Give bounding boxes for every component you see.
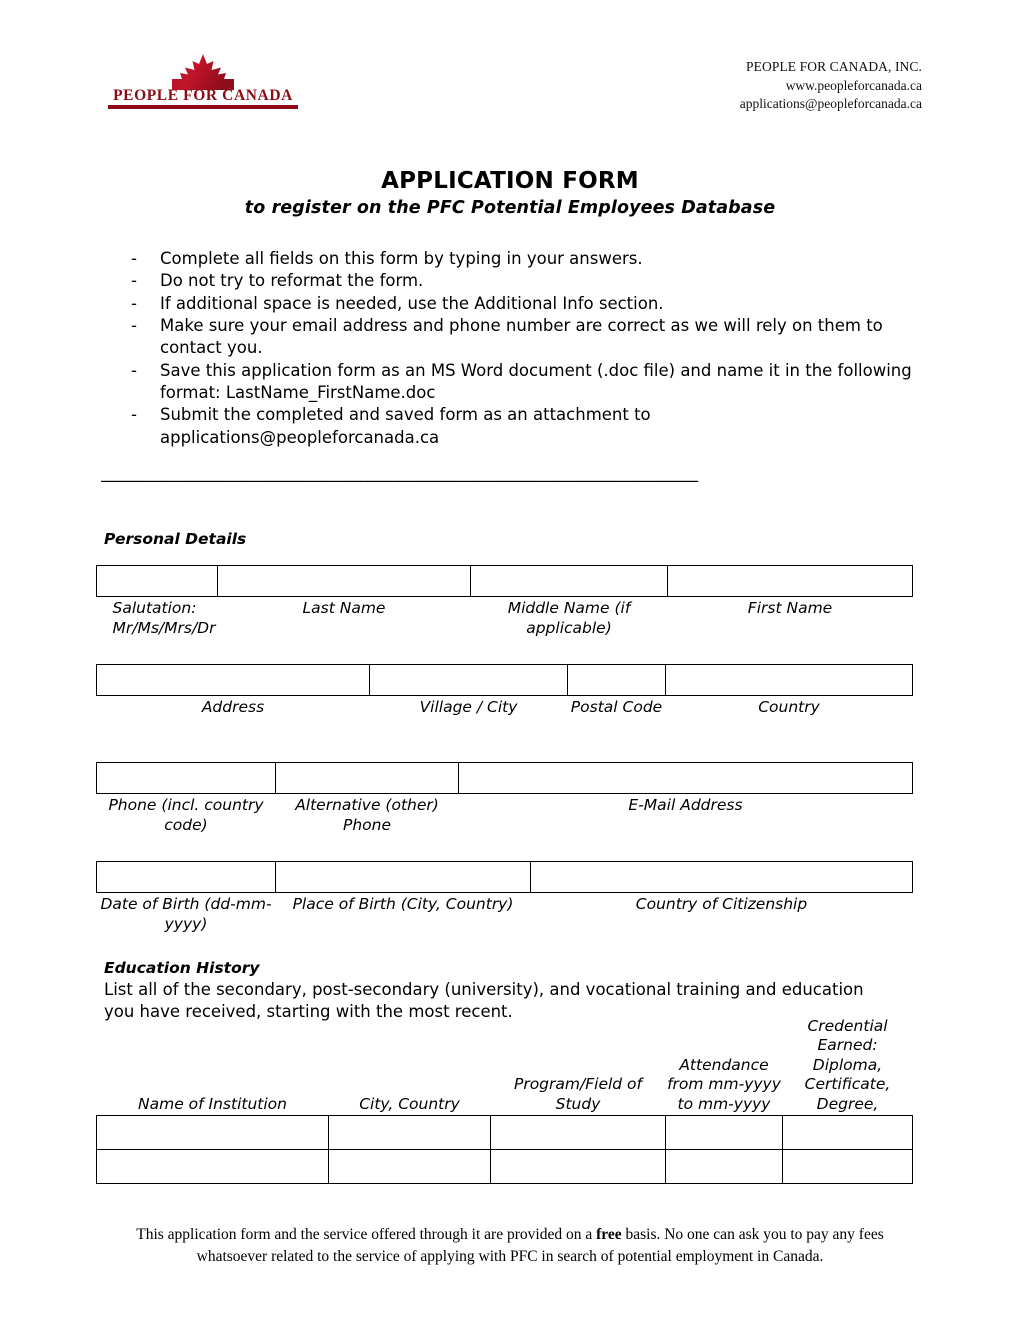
section-divider: ____________________________________________________________________________	[101, 465, 698, 482]
instructions-list	[131, 248, 931, 449]
footer-text-before: This application form and the service offered through it are provided on a	[136, 1226, 597, 1243]
company-email: applications@peopleforcanada.ca	[739, 96, 922, 112]
page-subtitle: to register on the PFC Potential Employees Database	[244, 198, 776, 219]
attendance-input[interactable]	[666, 1116, 783, 1150]
document-title-block	[0, 168, 1020, 218]
table-row	[97, 1116, 913, 1150]
caption-row	[97, 597, 913, 640]
instruction-text: Make sure your email address and phone number are correct as we will rely on them to contact you.	[160, 316, 883, 358]
column-header-program: Program/Field of Study	[513, 1075, 642, 1113]
list-item	[131, 404, 931, 449]
bullet-dash-icon: -	[131, 293, 137, 313]
last-name-input[interactable]	[218, 566, 471, 597]
header-contact-block	[740, 58, 922, 114]
institution-input[interactable]	[97, 1116, 329, 1150]
page-title: APPLICATION FORM	[381, 168, 639, 194]
first-name-label: First Name	[747, 599, 833, 617]
phone-label: Phone (incl. country code)	[108, 796, 264, 834]
name-fields-table	[96, 565, 913, 639]
birth-fields-table	[96, 861, 913, 935]
instruction-text: Complete all fields on this form by typing in your answers.	[160, 249, 643, 268]
company-website: www.peopleforcanada.ca	[785, 77, 922, 93]
table-row	[97, 566, 913, 597]
address-label: Address	[201, 698, 265, 716]
postal-code-label: Postal Code	[570, 698, 663, 716]
logo-wordmark: PEOPLE FOR CANADA	[113, 87, 293, 104]
village-city-label: Village / City	[419, 698, 518, 716]
maple-leaf-icon	[168, 52, 238, 92]
education-history-table	[96, 1016, 913, 1184]
logo-underline-bar	[108, 105, 298, 109]
institution-input[interactable]	[97, 1150, 329, 1184]
email-input[interactable]	[459, 763, 913, 794]
bullet-dash-icon: -	[131, 249, 137, 268]
company-name: PEOPLE FOR CANADA, INC.	[746, 59, 922, 74]
document-header	[0, 48, 1020, 128]
table-header-row	[97, 1016, 913, 1116]
column-header-city-country: City, Country	[359, 1094, 460, 1113]
instruction-text: Do not try to reformat the form.	[160, 271, 424, 291]
bullet-dash-icon: -	[131, 316, 137, 336]
country-label: Country	[758, 698, 820, 716]
contact-fields-table	[96, 762, 913, 836]
salutation-input[interactable]	[97, 566, 218, 597]
list-item	[131, 315, 931, 360]
footer-emphasis: free	[596, 1226, 622, 1243]
footer-text-after: basis. No one can ask you to pay any fees whatsoever related to the service of applying with PFC in search of potential employment in Canada.	[196, 1226, 884, 1265]
caption-row	[97, 893, 913, 936]
email-label: E-Mail Address	[628, 796, 743, 814]
company-logo	[108, 52, 298, 109]
instruction-text: If additional space is needed, use the Additional Info section.	[160, 293, 664, 313]
country-of-citizenship-label: Country of Citizenship	[635, 895, 808, 913]
column-header-credential: Credential Earned: Diploma, Certificate, Degree,	[804, 1017, 891, 1113]
table-row	[97, 1150, 913, 1184]
list-item	[131, 360, 931, 405]
alternative-phone-label: Alternative (other) Phone	[295, 796, 439, 834]
column-header-attendance: Attendance from mm-yyyy to mm-yyyy	[667, 1055, 781, 1113]
middle-name-input[interactable]	[471, 566, 668, 597]
bullet-dash-icon: -	[131, 405, 137, 425]
place-of-birth-input[interactable]	[276, 862, 531, 893]
list-item	[131, 293, 931, 315]
phone-input[interactable]	[97, 763, 276, 794]
caption-row	[97, 794, 913, 837]
table-row	[97, 862, 913, 893]
village-city-input[interactable]	[370, 665, 568, 696]
instruction-text: Submit the completed and saved form as an attachment to applications@peopleforcanada.ca	[160, 405, 651, 447]
date-of-birth-label: Date of Birth (dd-mm-yyyy)	[100, 895, 272, 933]
country-of-citizenship-input[interactable]	[531, 862, 913, 893]
date-of-birth-input[interactable]	[97, 862, 276, 893]
education-history-note: List all of the secondary, post-secondary (university), and vocational training and education you have received, starting with the most recent.	[104, 980, 864, 1022]
bullet-dash-icon: -	[131, 271, 137, 291]
city-country-input[interactable]	[329, 1116, 491, 1150]
list-item	[131, 270, 931, 292]
address-input[interactable]	[97, 665, 370, 696]
program-input[interactable]	[491, 1150, 666, 1184]
attendance-input[interactable]	[666, 1150, 783, 1184]
personal-details-heading: Personal Details	[104, 530, 247, 548]
salutation-label: Salutation: Mr/Ms/Mrs/Dr	[112, 599, 216, 637]
address-fields-table	[96, 664, 913, 719]
city-country-input[interactable]	[329, 1150, 491, 1184]
last-name-label: Last Name	[302, 599, 386, 617]
middle-name-label: Middle Name (if applicable)	[507, 599, 631, 637]
table-row	[97, 665, 913, 696]
credential-input[interactable]	[783, 1116, 913, 1150]
table-row	[97, 763, 913, 794]
first-name-input[interactable]	[668, 566, 913, 597]
document-footer	[104, 1224, 916, 1268]
credential-input[interactable]	[783, 1150, 913, 1184]
list-item	[131, 248, 931, 270]
caption-row	[97, 696, 913, 719]
instruction-text: Save this application form as an MS Word document (.doc file) and name it in the following format: LastName_FirstName.doc	[160, 360, 912, 403]
program-input[interactable]	[491, 1116, 666, 1150]
alternative-phone-input[interactable]	[276, 763, 459, 794]
place-of-birth-label: Place of Birth (City, Country)	[292, 895, 514, 913]
postal-code-input[interactable]	[568, 665, 666, 696]
education-history-heading: Education History	[104, 959, 260, 977]
column-header-institution: Name of Institution	[138, 1094, 287, 1113]
country-input[interactable]	[666, 665, 913, 696]
bullet-dash-icon: -	[131, 360, 137, 380]
